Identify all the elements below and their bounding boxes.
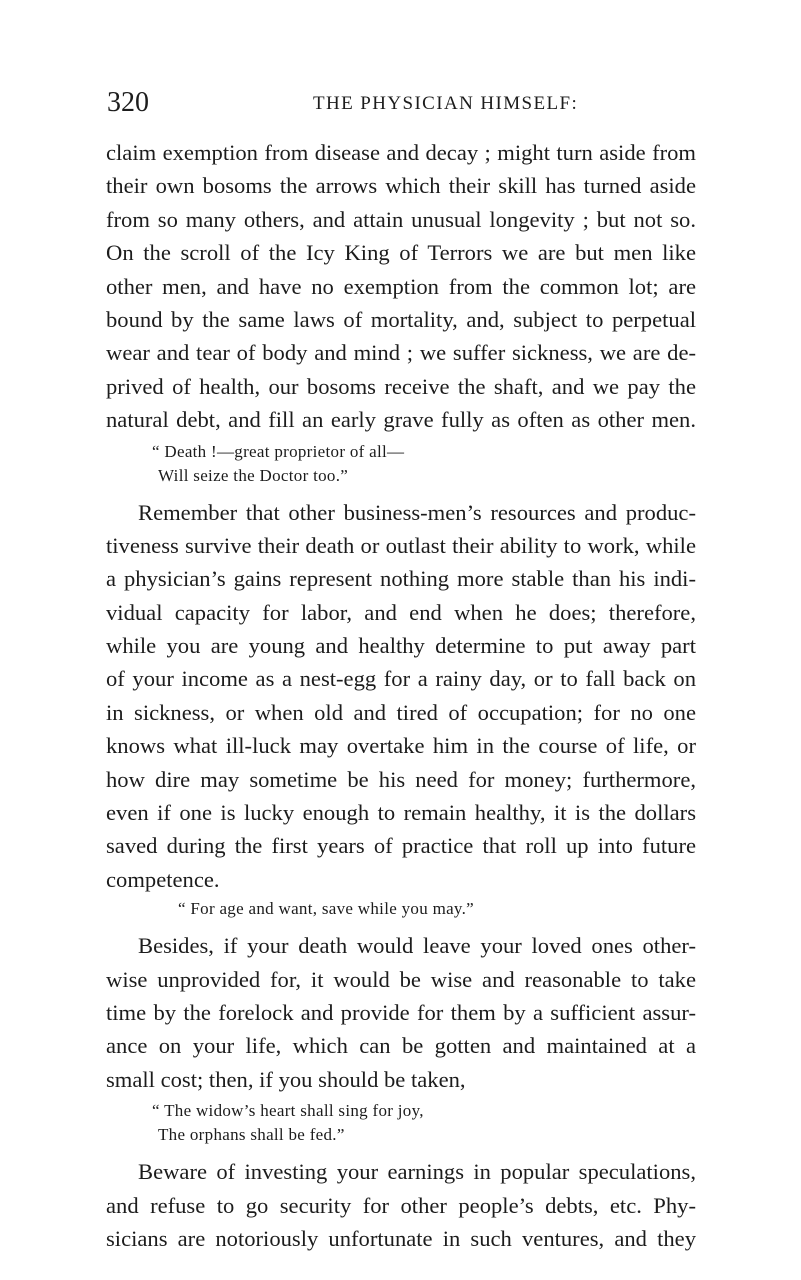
text-line: of your income as a nest-egg for a rainy day, or to fall back on bbox=[106, 666, 696, 692]
paragraph bbox=[106, 929, 696, 1096]
body-text bbox=[106, 136, 696, 1255]
text-line: prived of health, our bosoms receive the shaft, and we pay the bbox=[106, 373, 696, 399]
verse-quote bbox=[106, 897, 696, 921]
verse-line: The orphans shall be fed.” bbox=[158, 1125, 345, 1145]
text-line: On the scroll of the Icy King of Terrors we are but men like bbox=[106, 240, 696, 266]
text-line: from so many others, and attain unusual longevity ; but not so. bbox=[106, 206, 696, 232]
paragraph bbox=[106, 136, 696, 437]
text-line: tiveness survive their death or outlast their ability to work, while bbox=[106, 532, 696, 558]
text-line: and refuse to go security for other people’s debts, etc. Phy- bbox=[106, 1192, 696, 1218]
text-line: natural debt, and fill an early grave fully as often as other men. bbox=[106, 407, 696, 433]
text-line: sicians are notoriously unfortunate in such ventures, and they bbox=[106, 1225, 696, 1251]
text-line: a physician’s gains represent nothing more stable than his indi- bbox=[106, 566, 696, 592]
text-line: time by the forelock and provide for them by a sufficient assur- bbox=[106, 999, 696, 1025]
verse-line: Will seize the Doctor too.” bbox=[158, 465, 349, 485]
text-line: Besides, if your death would leave your loved ones other- bbox=[138, 933, 696, 959]
text-line: in sickness, or when old and tired of occupation; for no one bbox=[106, 699, 696, 725]
verse-line: “ The widow’s heart shall sing for joy, bbox=[152, 1101, 424, 1121]
verse-line: “ Death !—great proprietor of all— bbox=[152, 441, 405, 461]
running-head bbox=[107, 86, 707, 126]
page-number: 320 bbox=[107, 87, 149, 118]
text-line: claim exemption from disease and decay ; might turn aside from bbox=[106, 140, 696, 165]
verse-quote bbox=[106, 1099, 696, 1147]
text-line: small cost; then, if you should be taken, bbox=[106, 1066, 466, 1092]
text-line: competence. bbox=[106, 866, 220, 892]
text-line: their own bosoms the arrows which their skill has turned aside bbox=[106, 173, 696, 199]
text-line: while you are young and healthy determine to put away part bbox=[106, 633, 696, 659]
running-title: THE PHYSICIAN HIMSELF: bbox=[313, 93, 579, 114]
text-line: Beware of investing your earnings in popular speculations, bbox=[138, 1159, 696, 1185]
text-line: wear and tear of body and mind ; we suffer sickness, we are de- bbox=[106, 340, 696, 366]
text-line: how dire may sometime be his need for money; furthermore, bbox=[106, 766, 696, 792]
text-line: vidual capacity for labor, and end when he does; therefore, bbox=[106, 599, 696, 625]
text-line: knows what ill-luck may overtake him in the course of life, or bbox=[106, 733, 696, 759]
text-line: ance on your life, which can be gotten and maintained at a bbox=[106, 1033, 696, 1059]
verse-quote bbox=[106, 440, 696, 488]
text-line: Remember that other business-men’s resources and produc- bbox=[138, 499, 696, 525]
verse-line: “ For age and want, save while you may.” bbox=[178, 899, 475, 919]
text-line: bound by the same laws of mortality, and, subject to perpetual bbox=[106, 306, 696, 332]
text-line: other men, and have no exemption from the common lot; are bbox=[106, 273, 696, 299]
text-line: even if one is lucky enough to remain healthy, it is the dollars bbox=[106, 800, 696, 826]
text-line: wise unprovided for, it would be wise and reasonable to take bbox=[106, 966, 696, 992]
paragraph bbox=[106, 1155, 696, 1255]
text-line: saved during the first years of practice that roll up into future bbox=[106, 833, 696, 859]
paragraph bbox=[106, 496, 696, 897]
